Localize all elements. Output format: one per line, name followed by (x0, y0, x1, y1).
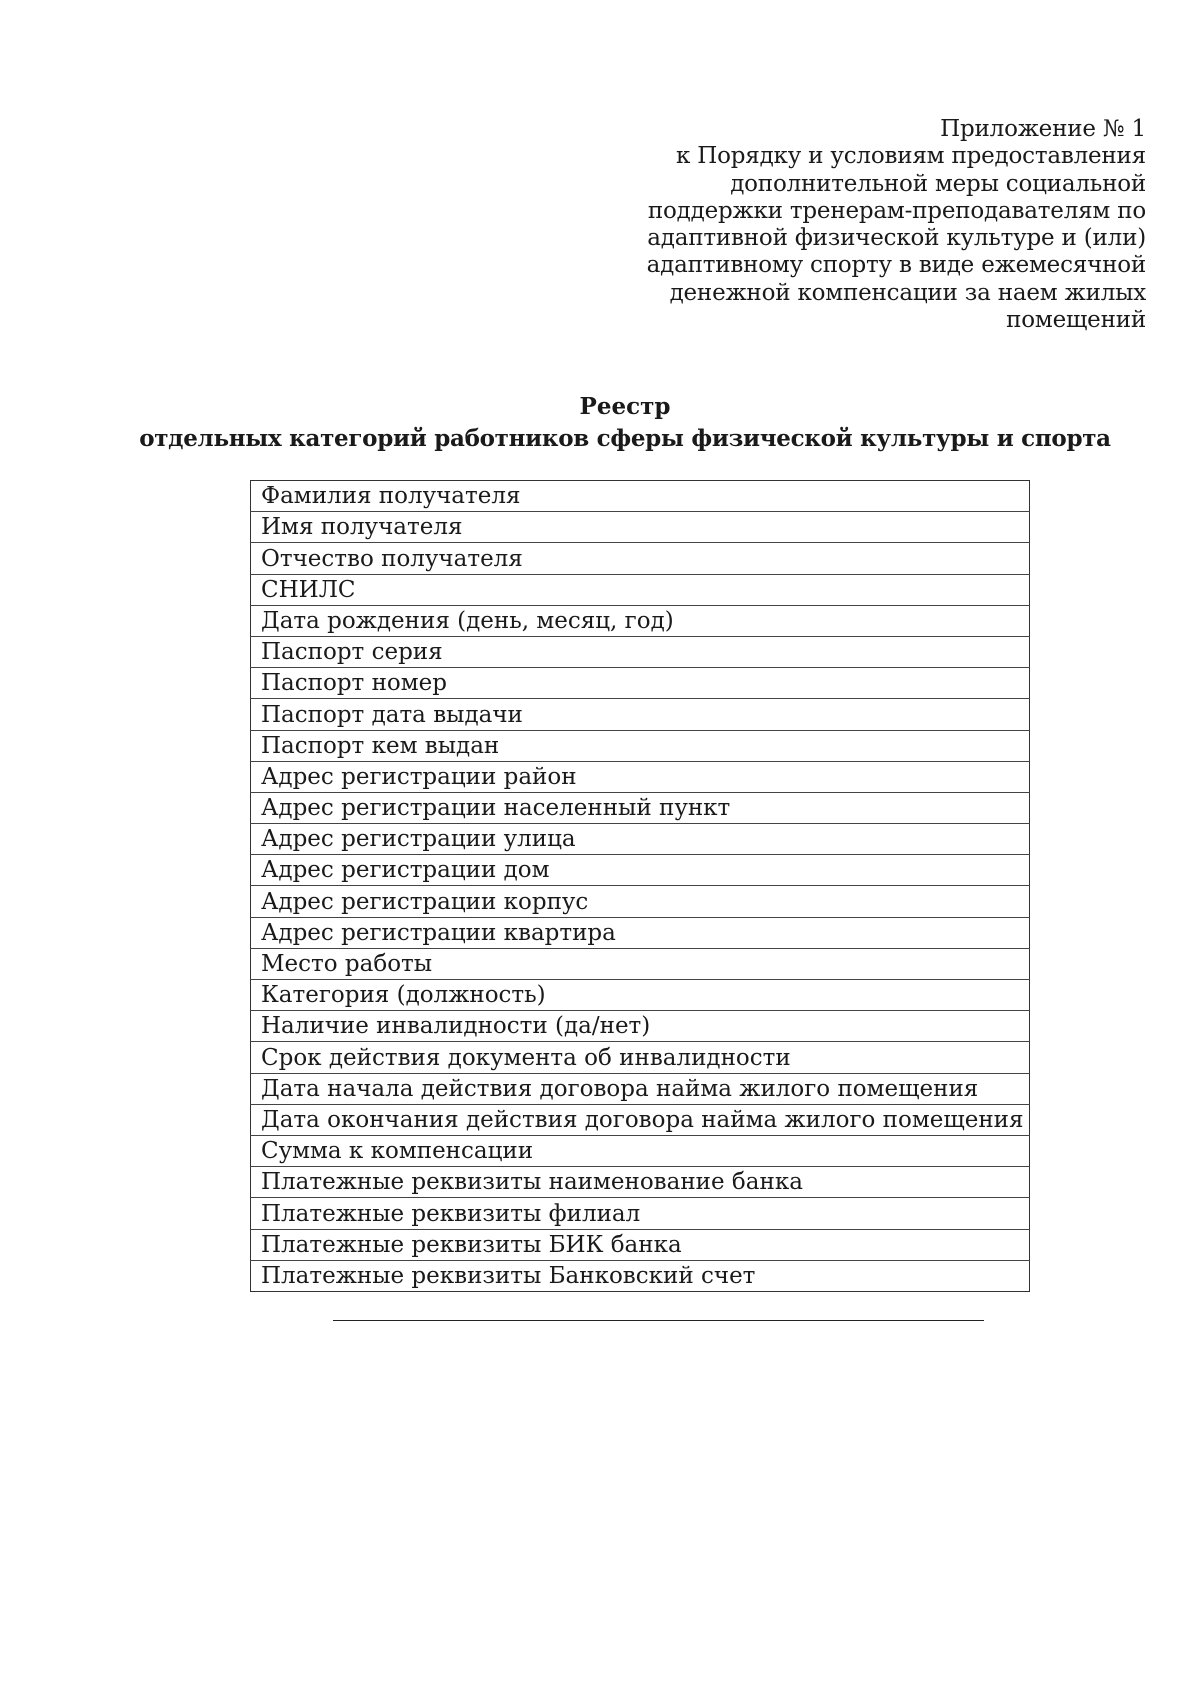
table-row (251, 636, 1030, 667)
field-label: Дата окончания действия договора найма жилого помещения (251, 1104, 1030, 1135)
table-row (251, 699, 1030, 730)
table-row (251, 917, 1030, 948)
table-row (251, 668, 1030, 699)
field-label: Дата начала действия договора найма жилого помещения (251, 1073, 1030, 1104)
table-row (251, 512, 1030, 543)
table-row (251, 1104, 1030, 1135)
table-row (251, 1073, 1030, 1104)
field-label: Паспорт номер (251, 668, 1030, 699)
table-row (251, 1229, 1030, 1260)
field-label: Платежные реквизиты Банковский счет (261, 1262, 756, 1289)
field-label: Срок действия документа об инвалидности (251, 1042, 1030, 1073)
field-label: Паспорт серия (251, 636, 1030, 667)
field-label: Сумма к компенсации (251, 1135, 1030, 1166)
field-label: Паспорт кем выдан (251, 730, 1030, 761)
field-label: Платежные реквизиты филиал (251, 1198, 1030, 1229)
table-row (251, 1260, 1030, 1291)
table-row (251, 1135, 1030, 1166)
registry-table (250, 480, 1030, 1292)
document-title: Реестр (579, 393, 671, 420)
appendix-line: адаптивному спорту в виде ежемесячной (646, 252, 1146, 279)
field-label: Адрес регистрации дом (251, 855, 1030, 886)
table-row (251, 980, 1030, 1011)
appendix-line: дополнительной меры социальной (730, 170, 1146, 197)
appendix-line: адаптивной физической культуре и (или) (647, 225, 1146, 252)
table-row (251, 574, 1030, 605)
table-row (251, 792, 1030, 823)
table-row (251, 543, 1030, 574)
appendix-line: денежной компенсации за наем жилых (669, 279, 1146, 306)
field-label: Платежные реквизиты наименование банка (251, 1167, 1030, 1198)
table-row (251, 1011, 1030, 1042)
table-row (251, 761, 1030, 792)
appendix-line: Приложение № 1 (940, 116, 1146, 142)
table-row (251, 1042, 1030, 1073)
table-row (251, 824, 1030, 855)
field-label: Фамилия получателя (251, 481, 1030, 512)
field-label: Адрес регистрации район (251, 761, 1030, 792)
table-row (251, 481, 1030, 512)
table-row (251, 948, 1030, 979)
field-label: Отчество получателя (251, 543, 1030, 574)
field-label: Адрес регистрации улица (251, 824, 1030, 855)
appendix-header (586, 116, 1146, 334)
end-divider-line (333, 1320, 984, 1321)
appendix-line: поддержки тренерам-преподавателям по (647, 197, 1146, 224)
field-label: Платежные реквизиты БИК банка (251, 1229, 1030, 1260)
field-label: Дата рождения (день, месяц, год) (251, 605, 1030, 636)
document-subtitle: отдельных категорий работников сферы физической культуры и спорта (139, 425, 1111, 452)
field-label: Адрес регистрации корпус (251, 886, 1030, 917)
appendix-line: помещений (1006, 307, 1146, 334)
field-label: Адрес регистрации квартира (251, 917, 1030, 948)
field-label: Наличие инвалидности (да/нет) (251, 1011, 1030, 1042)
appendix-line: к Порядку и условиям предоставления (675, 143, 1146, 170)
table-row (251, 886, 1030, 917)
field-label: Место работы (251, 948, 1030, 979)
table-row (251, 605, 1030, 636)
table-row (251, 855, 1030, 886)
field-label: Паспорт дата выдачи (251, 699, 1030, 730)
table-row (251, 1198, 1030, 1229)
field-label: СНИЛС (251, 574, 1030, 605)
field-label: Имя получателя (251, 512, 1030, 543)
field-label: Адрес регистрации населенный пункт (251, 792, 1030, 823)
table-row (251, 730, 1030, 761)
field-label: Категория (должность) (251, 980, 1030, 1011)
table-row (251, 1167, 1030, 1198)
